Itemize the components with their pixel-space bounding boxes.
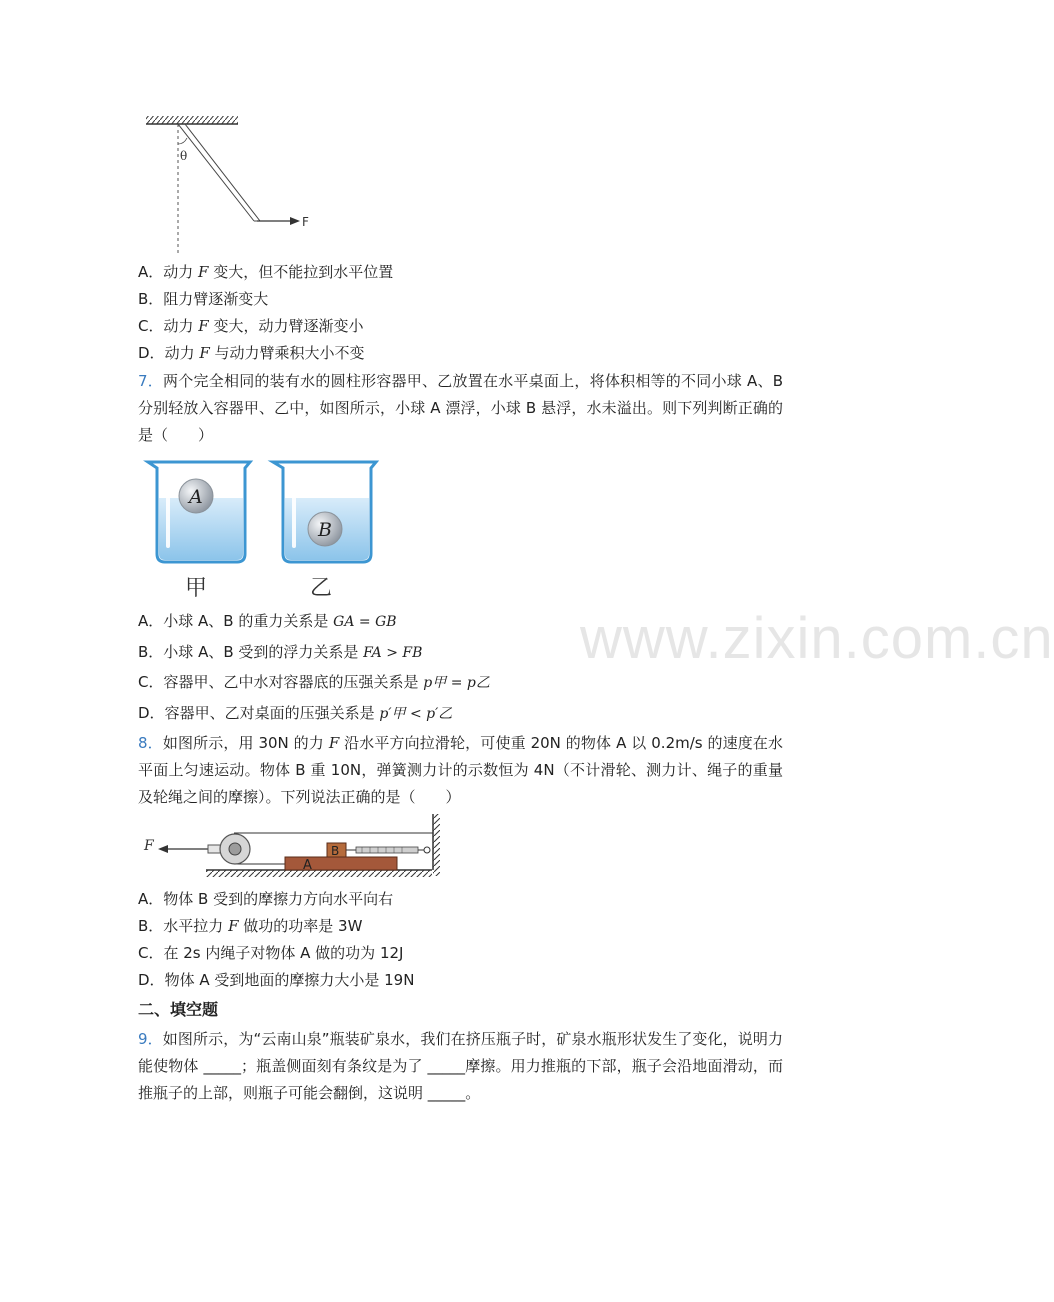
theta-label: θ: [180, 149, 188, 163]
block-b-label: B: [331, 844, 340, 858]
beaker-left-label: 甲: [185, 576, 208, 601]
ball-b-label: B: [318, 519, 332, 541]
question-number: 7．: [138, 372, 164, 390]
q8-option-a: A．物体 B 受到的摩擦力方向水平向右: [138, 890, 394, 908]
section-title: 二、填空题: [138, 1000, 219, 1019]
question-7: 7．两个完全相同的装有水的圆柱形容器甲、乙放置在水平桌面上，将体积相等的不同小球 A、B 分别轻放入容器甲、乙中，如图所示，小球 A 漂浮，小球 B 悬浮，水未溢出。则下列判断正确的是（ ）: [138, 372, 783, 444]
pulley-figure: [140, 812, 445, 880]
ball-a-label: A: [189, 486, 203, 508]
lever-figure: [140, 108, 320, 256]
q6-option-d: D．动力 F 与动力臂乘积大小不变: [138, 344, 365, 362]
q6-option-a: A．动力 F 变大，但不能拉到水平位置: [138, 263, 394, 281]
question-9: 9．如图所示，为“云南山泉”瓶装矿泉水，我们在挤压瓶子时，矿泉水瓶形状发生了变化，说明力能使物体 _____；瓶盖侧面刻有条纹是为了 _____摩擦。用力推瓶的下部，瓶子会沿地面滑动，而推瓶子的上部，则瓶子可能会翻倒，这说明 _____。: [138, 1030, 784, 1102]
q8-option-b: B．水平拉力 F 做功的功率是 3W: [138, 917, 363, 935]
formula: p甲 = p乙: [423, 675, 490, 691]
force-label: F: [302, 215, 309, 229]
question-8: 8．如图所示，用 30N 的力 F 沿水平方向拉滑轮，可使重 20N 的物体 A 以 0.2m/s 的速度在水平面上匀速运动。物体 B 重 10N，弹簧测力计的示数恒为 4N（不计滑轮、测力计、绳子的重量及轮绳之间的摩擦）。下列说法正确的是（ ）: [138, 734, 783, 806]
q6-option-b: B．阻力臂逐渐变大: [138, 290, 269, 308]
question-number: 9．: [138, 1030, 163, 1048]
beakers-figure: [140, 456, 390, 604]
formula: FA > FB: [363, 645, 423, 661]
question-number: 8．: [138, 734, 163, 752]
block-a-label: A: [303, 858, 312, 873]
q8-option-d: D．物体 A 受到地面的摩擦力大小是 19N: [138, 971, 415, 989]
q7-option-b: B．小球 A、B 受到的浮力关系是 FA > FB: [138, 643, 423, 661]
beaker-right-label: 乙: [310, 576, 333, 601]
formula: p′甲 < p′乙: [379, 706, 453, 722]
q7-option-a: A．小球 A、B 的重力关系是 GA = GB: [138, 612, 397, 630]
q7-option-c: C．容器甲、乙中水对容器底的压强关系是 p甲 = p乙: [138, 673, 490, 691]
force-label: F: [144, 838, 154, 854]
q8-option-c: C．在 2s 内绳子对物体 A 做的功为 12J: [138, 944, 404, 962]
formula: GA = GB: [333, 614, 397, 630]
watermark: www.zixin.com.cn: [580, 606, 1054, 671]
q7-option-d: D．容器甲、乙对桌面的压强关系是 p′甲 < p′乙: [138, 704, 453, 722]
q6-option-c: C．动力 F 变大，动力臂逐渐变小: [138, 317, 364, 335]
